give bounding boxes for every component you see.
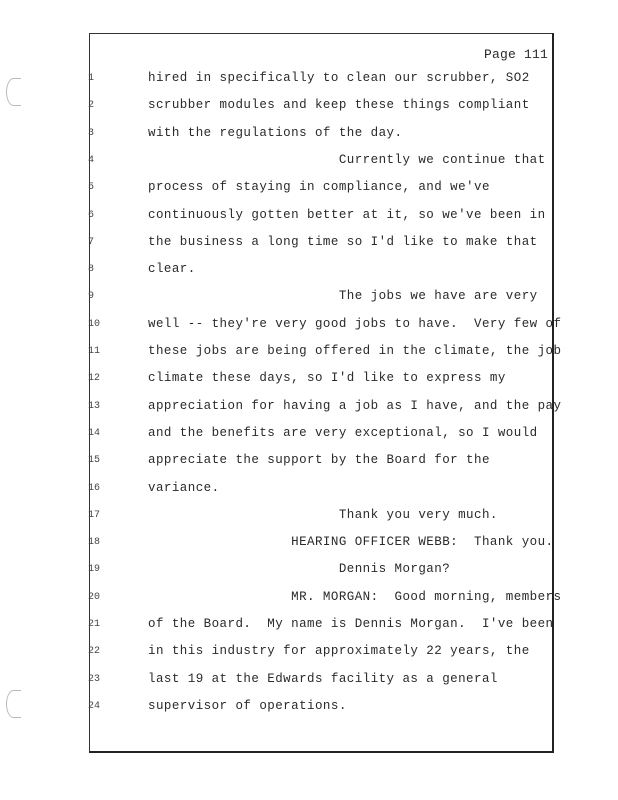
- transcript-line: with the regulations of the day.: [148, 125, 403, 140]
- line-number: 16: [88, 482, 101, 494]
- transcript-line: last 19 at the Edwards facility as a general: [148, 671, 498, 686]
- line-number: 8: [88, 264, 95, 276]
- transcript-line: supervisor of operations.: [148, 698, 347, 713]
- line-number: 14: [88, 427, 101, 439]
- binder-hole-mark: [6, 78, 21, 106]
- transcript-line: Thank you very much.: [148, 507, 498, 522]
- line-number: 5: [88, 182, 95, 194]
- line-number: 20: [88, 591, 101, 603]
- line-number: 7: [88, 236, 95, 248]
- transcript-line: the business a long time so I'd like to make that: [148, 234, 538, 249]
- transcript-line: hired in specifically to clean our scrubber, SO2: [148, 71, 530, 85]
- transcript-line: clear.: [148, 262, 196, 277]
- transcript-line: continuously gotten better at it, so we've been in: [148, 207, 546, 222]
- line-number: 2: [88, 100, 95, 112]
- transcript-line: variance.: [148, 480, 220, 495]
- line-number: 4: [88, 154, 95, 166]
- line-number: 10: [88, 318, 101, 330]
- transcript-line: Dennis Morgan?: [148, 562, 451, 577]
- line-number: 12: [88, 373, 101, 385]
- line-number: 1: [88, 73, 95, 84]
- transcript-line: climate these days, so I'd like to express my: [148, 371, 506, 386]
- line-number: 22: [88, 646, 101, 658]
- line-number: 11: [88, 346, 101, 357]
- line-number: 21: [88, 619, 101, 630]
- transcript-line: process of staying in compliance, and we've: [148, 180, 490, 195]
- transcript-line: scrubber modules and keep these things compliant: [148, 98, 530, 113]
- line-number: 9: [88, 291, 95, 303]
- transcript-line: of the Board. My name is Dennis Morgan. I've been: [148, 617, 554, 631]
- transcript-line: Currently we continue that: [148, 152, 546, 167]
- line-number: 13: [88, 400, 101, 412]
- transcript-line: HEARING OFFICER WEBB: Thank you.: [148, 535, 554, 550]
- binder-hole-mark: [6, 690, 21, 718]
- line-number: 3: [88, 127, 95, 139]
- line-number: 19: [88, 564, 101, 576]
- transcript-line: these jobs are being offered in the climate, the job: [148, 344, 562, 358]
- line-number: 23: [88, 673, 101, 685]
- line-number: 17: [88, 509, 101, 521]
- transcript-line: appreciate the support by the Board for the: [148, 453, 490, 468]
- transcript-line: MR. MORGAN: Good morning, members: [148, 589, 562, 604]
- line-number: 6: [88, 209, 95, 221]
- line-number: 24: [88, 700, 101, 712]
- transcript-line: in this industry for approximately 22 years, the: [148, 644, 530, 659]
- transcript-line: The jobs we have are very: [148, 289, 538, 304]
- line-number: 18: [88, 537, 101, 549]
- transcript-line: and the benefits are very exceptional, so I would: [148, 425, 538, 440]
- line-number: 15: [88, 455, 101, 467]
- page-number: Page 111: [483, 47, 548, 62]
- transcript-line: well -- they're very good jobs to have. Very few of: [148, 316, 562, 331]
- transcript-line: appreciation for having a job as I have, and the pay: [148, 398, 562, 413]
